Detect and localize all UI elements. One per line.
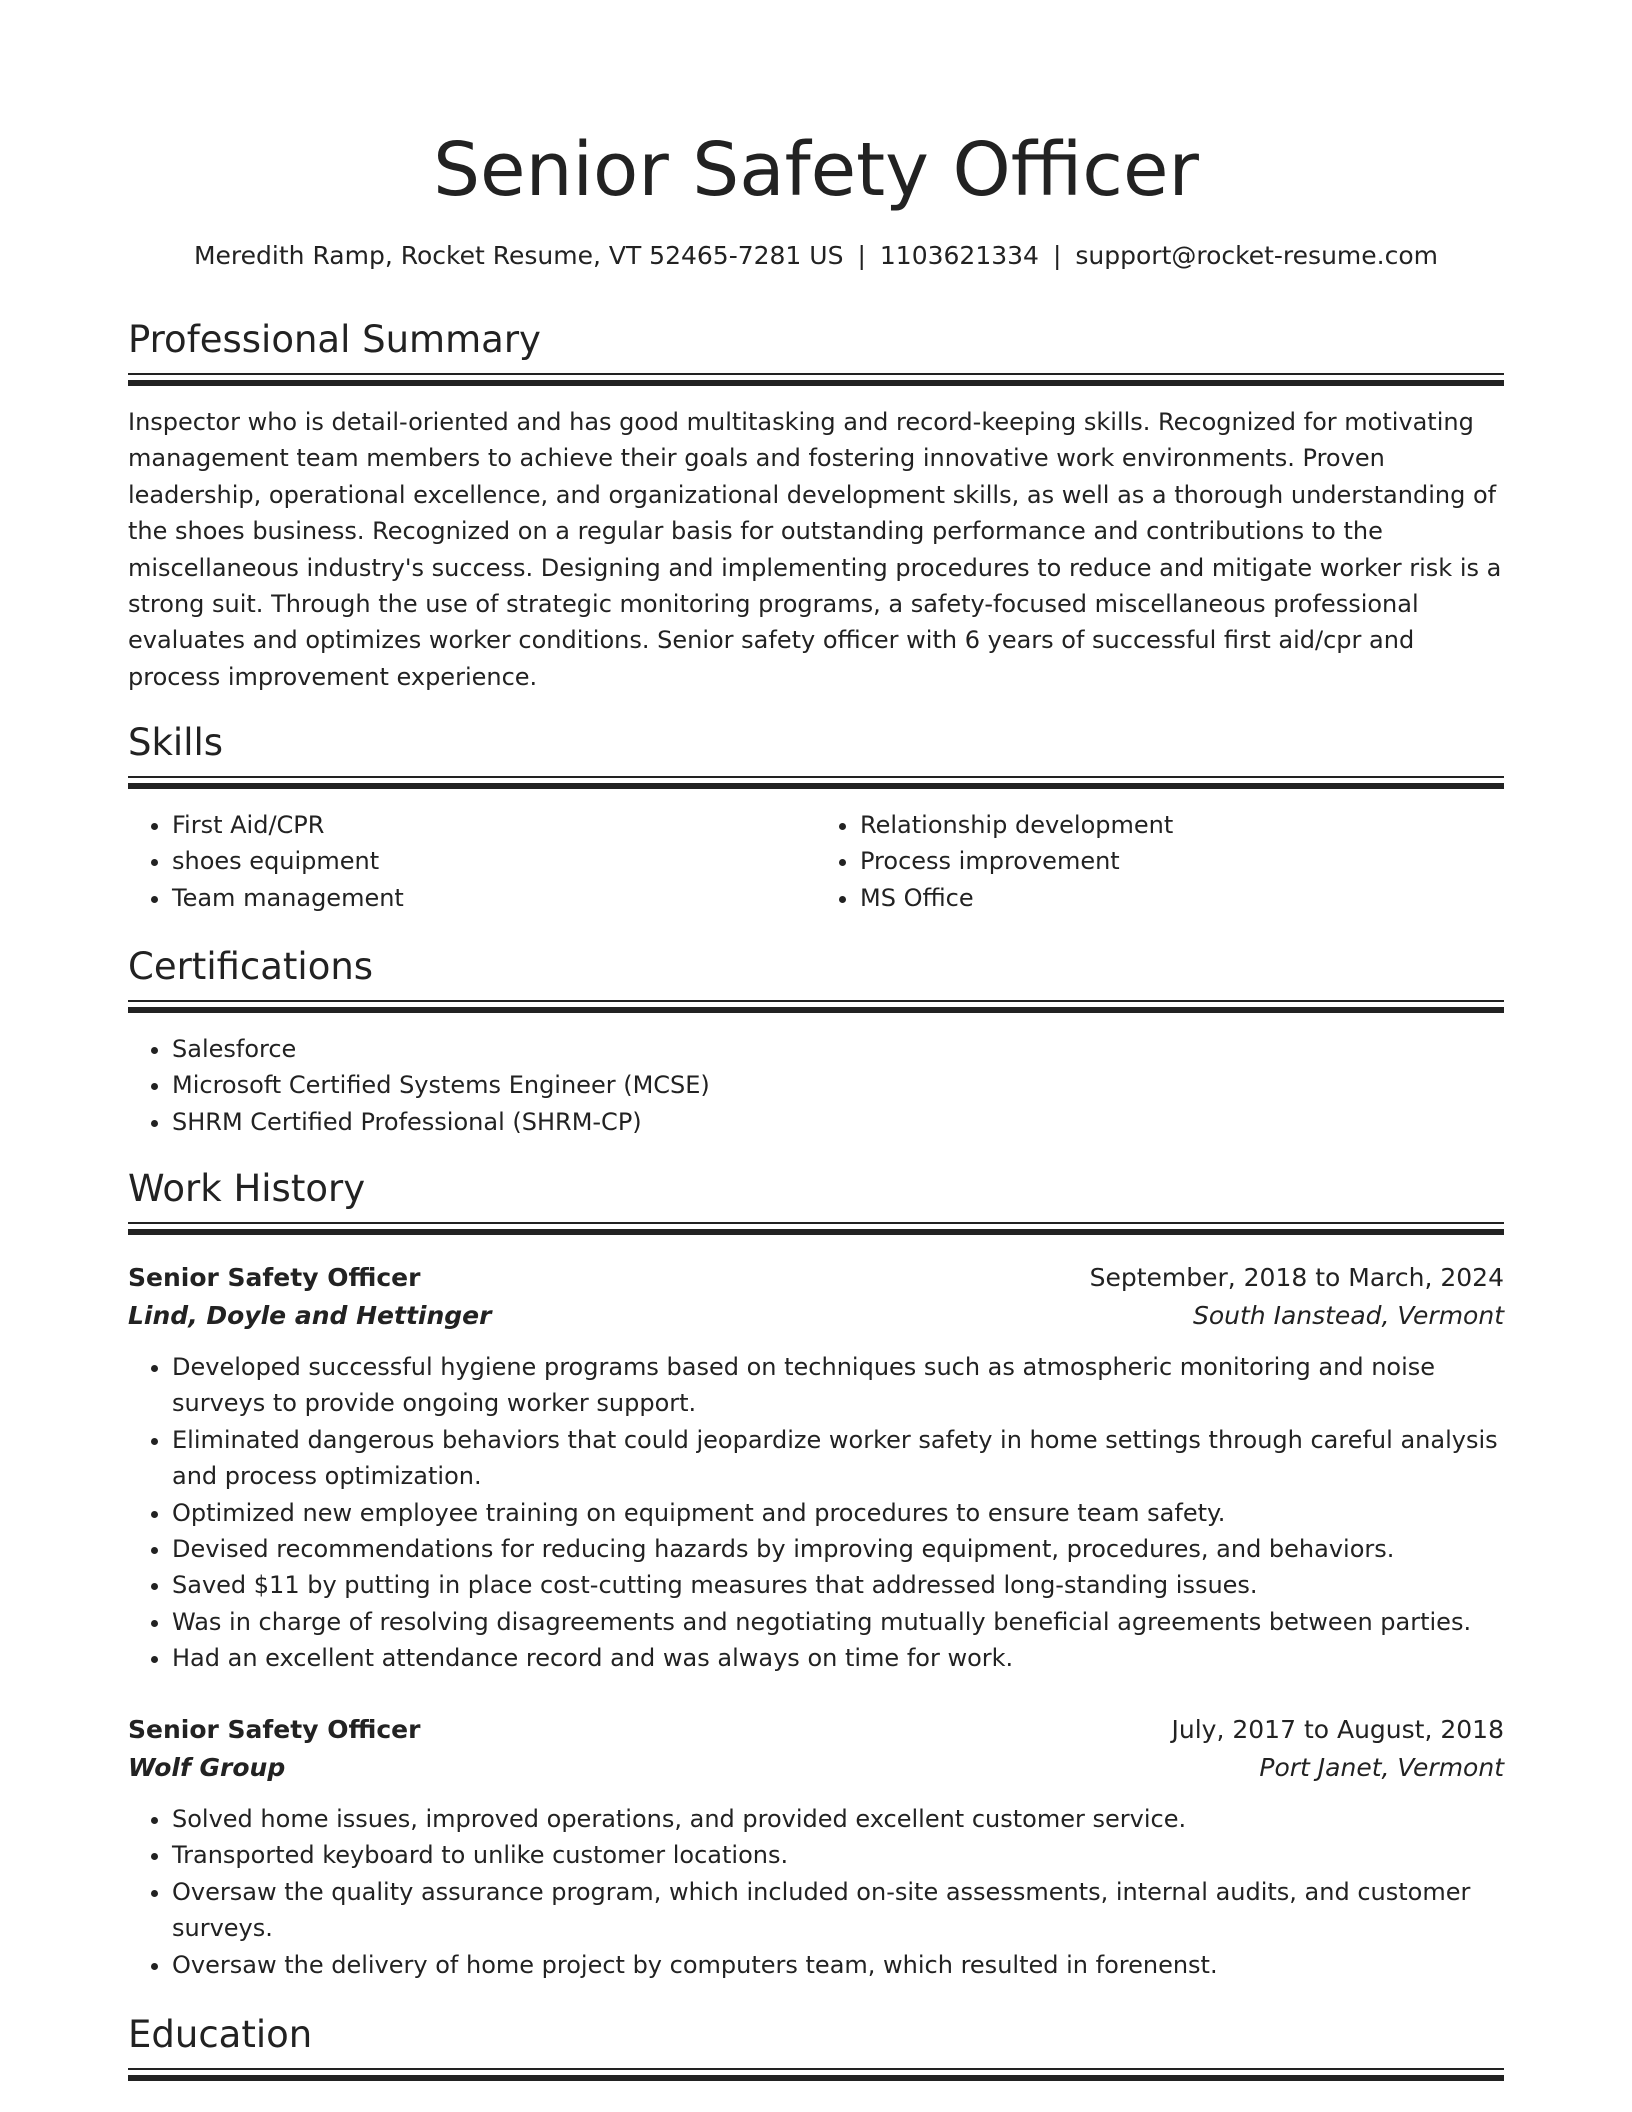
- job-title: Senior Safety Officer: [128, 1263, 421, 1292]
- contact-address: Meredith Ramp, Rocket Resume, VT 52465-7281 US: [193, 241, 844, 270]
- skills-section: [128, 718, 1504, 916]
- job-dates: September, 2018 to March, 2024: [1089, 1263, 1504, 1292]
- skill-item: • First Aid/CPR: [172, 807, 816, 843]
- certification-item: • Microsoft Certified Systems Engineer (MCSE): [172, 1067, 1504, 1103]
- summary-section: [128, 315, 1504, 695]
- section-heading-certifications: Certifications: [128, 945, 374, 988]
- job-company-row: [128, 1297, 1504, 1335]
- certifications-section: [128, 942, 1504, 1140]
- job-header-row: [128, 1711, 1504, 1749]
- job-bullet: • Solved home issues, improved operations, and provided excellent customer service.: [172, 1801, 1504, 1837]
- section-divider: [128, 2068, 1504, 2082]
- contact-phone: 1103621334: [879, 241, 1039, 270]
- job-dates: July, 2017 to August, 2018: [1171, 1715, 1504, 1744]
- job-bullet: • Transported keyboard to unlike customer locations.: [172, 1837, 1504, 1873]
- certification-item: • Salesforce: [172, 1031, 1504, 1067]
- section-divider: [128, 776, 1504, 790]
- contact-separator: |: [1052, 241, 1062, 270]
- skill-item: • Relationship development: [860, 807, 1504, 843]
- job-entry: [128, 1711, 1504, 1983]
- section-heading-skills: Skills: [128, 721, 224, 764]
- job-bullet: • Eliminated dangerous behaviors that could jeopardize worker safety in home settings through careful analysis and process optimization.: [172, 1422, 1504, 1495]
- job-bullet: • Was in charge of resolving disagreements and negotiating mutually beneficial agreements between parties.: [172, 1604, 1504, 1640]
- job-location: Port Janet, Vermont: [1259, 1753, 1504, 1782]
- job-bullet: • Oversaw the quality assurance program, which included on-site assessments, internal audits, and customer surveys.: [172, 1874, 1504, 1947]
- section-heading-education: Education: [128, 2013, 313, 2056]
- job-bullet: • Developed successful hygiene programs based on techniques such as atmospheric monitoring and noise surveys to provide ongoing worker support.: [172, 1349, 1504, 1422]
- job-responsibilities: [128, 1801, 1504, 1983]
- contact-line: [128, 238, 1504, 274]
- job-responsibilities: [128, 1349, 1504, 1677]
- contact-separator: |: [857, 241, 866, 270]
- education-section: [128, 2010, 1504, 2082]
- job-header-row: [128, 1259, 1504, 1297]
- skill-item: • shoes equipment: [172, 843, 816, 879]
- section-divider: [128, 373, 1504, 387]
- job-location: South Ianstead, Vermont: [1192, 1301, 1504, 1330]
- job-company: Wolf Group: [128, 1753, 286, 1782]
- resume-page: [128, 0, 1504, 2112]
- job-bullet: • Oversaw the delivery of home project by computers team, which resulted in forenenst.: [172, 1947, 1504, 1983]
- section-divider: [128, 1000, 1504, 1014]
- job-entry: [128, 1259, 1504, 1677]
- section-divider: [128, 1222, 1504, 1236]
- contact-email: support@rocket-resume.com: [1075, 241, 1438, 270]
- job-company-row: [128, 1749, 1504, 1787]
- job-bullet: • Optimized new employee training on equipment and procedures to ensure team safety.: [172, 1495, 1504, 1531]
- job-title: Senior Safety Officer: [128, 1715, 421, 1744]
- certifications-list: [128, 1031, 1504, 1140]
- section-heading-work-history: Work History: [128, 1167, 366, 1210]
- skill-item: • MS Office: [860, 880, 1504, 916]
- summary-text: Inspector who is detail-oriented and has good multitasking and record-keeping skills. Recognized for motivating management team members to achieve their goals and fostering innovative work environments. Proven leadership, operational excellence, and organizational development skills, as well as a thorough understanding of the shoes business. Recognized on a regular basis for outstanding performance and contributions to the miscellaneous industry's success. Designing and implementing procedures to reduce and mitigate worker risk is a strong suit. Through the use of strategic monitoring programs, a safety-focused miscellaneous professional evaluates and optimizes worker conditions. Senior safety officer with 6 years of successful first aid/cpr and process improvement experience.: [128, 408, 1502, 691]
- skills-grid: [128, 807, 1504, 916]
- skill-item: • Process improvement: [860, 843, 1504, 879]
- job-bullet: • Saved $11 by putting in place cost-cutting measures that addressed long-standing issues.: [172, 1567, 1504, 1603]
- skills-list-left: [128, 807, 816, 916]
- section-heading-summary: Professional Summary: [128, 318, 541, 361]
- certification-item: • SHRM Certified Professional (SHRM-CP): [172, 1104, 1504, 1140]
- work-history-section: [128, 1164, 1504, 1236]
- job-company: Lind, Doyle and Hettinger: [128, 1301, 492, 1330]
- resume-title: Senior Safety Officer: [433, 127, 1199, 213]
- skill-item: • Team management: [172, 880, 816, 916]
- job-bullet: • Devised recommendations for reducing hazards by improving equipment, procedures, and behaviors.: [172, 1531, 1504, 1567]
- job-bullet: • Had an excellent attendance record and was always on time for work.: [172, 1640, 1504, 1676]
- skills-list-right: [816, 807, 1504, 916]
